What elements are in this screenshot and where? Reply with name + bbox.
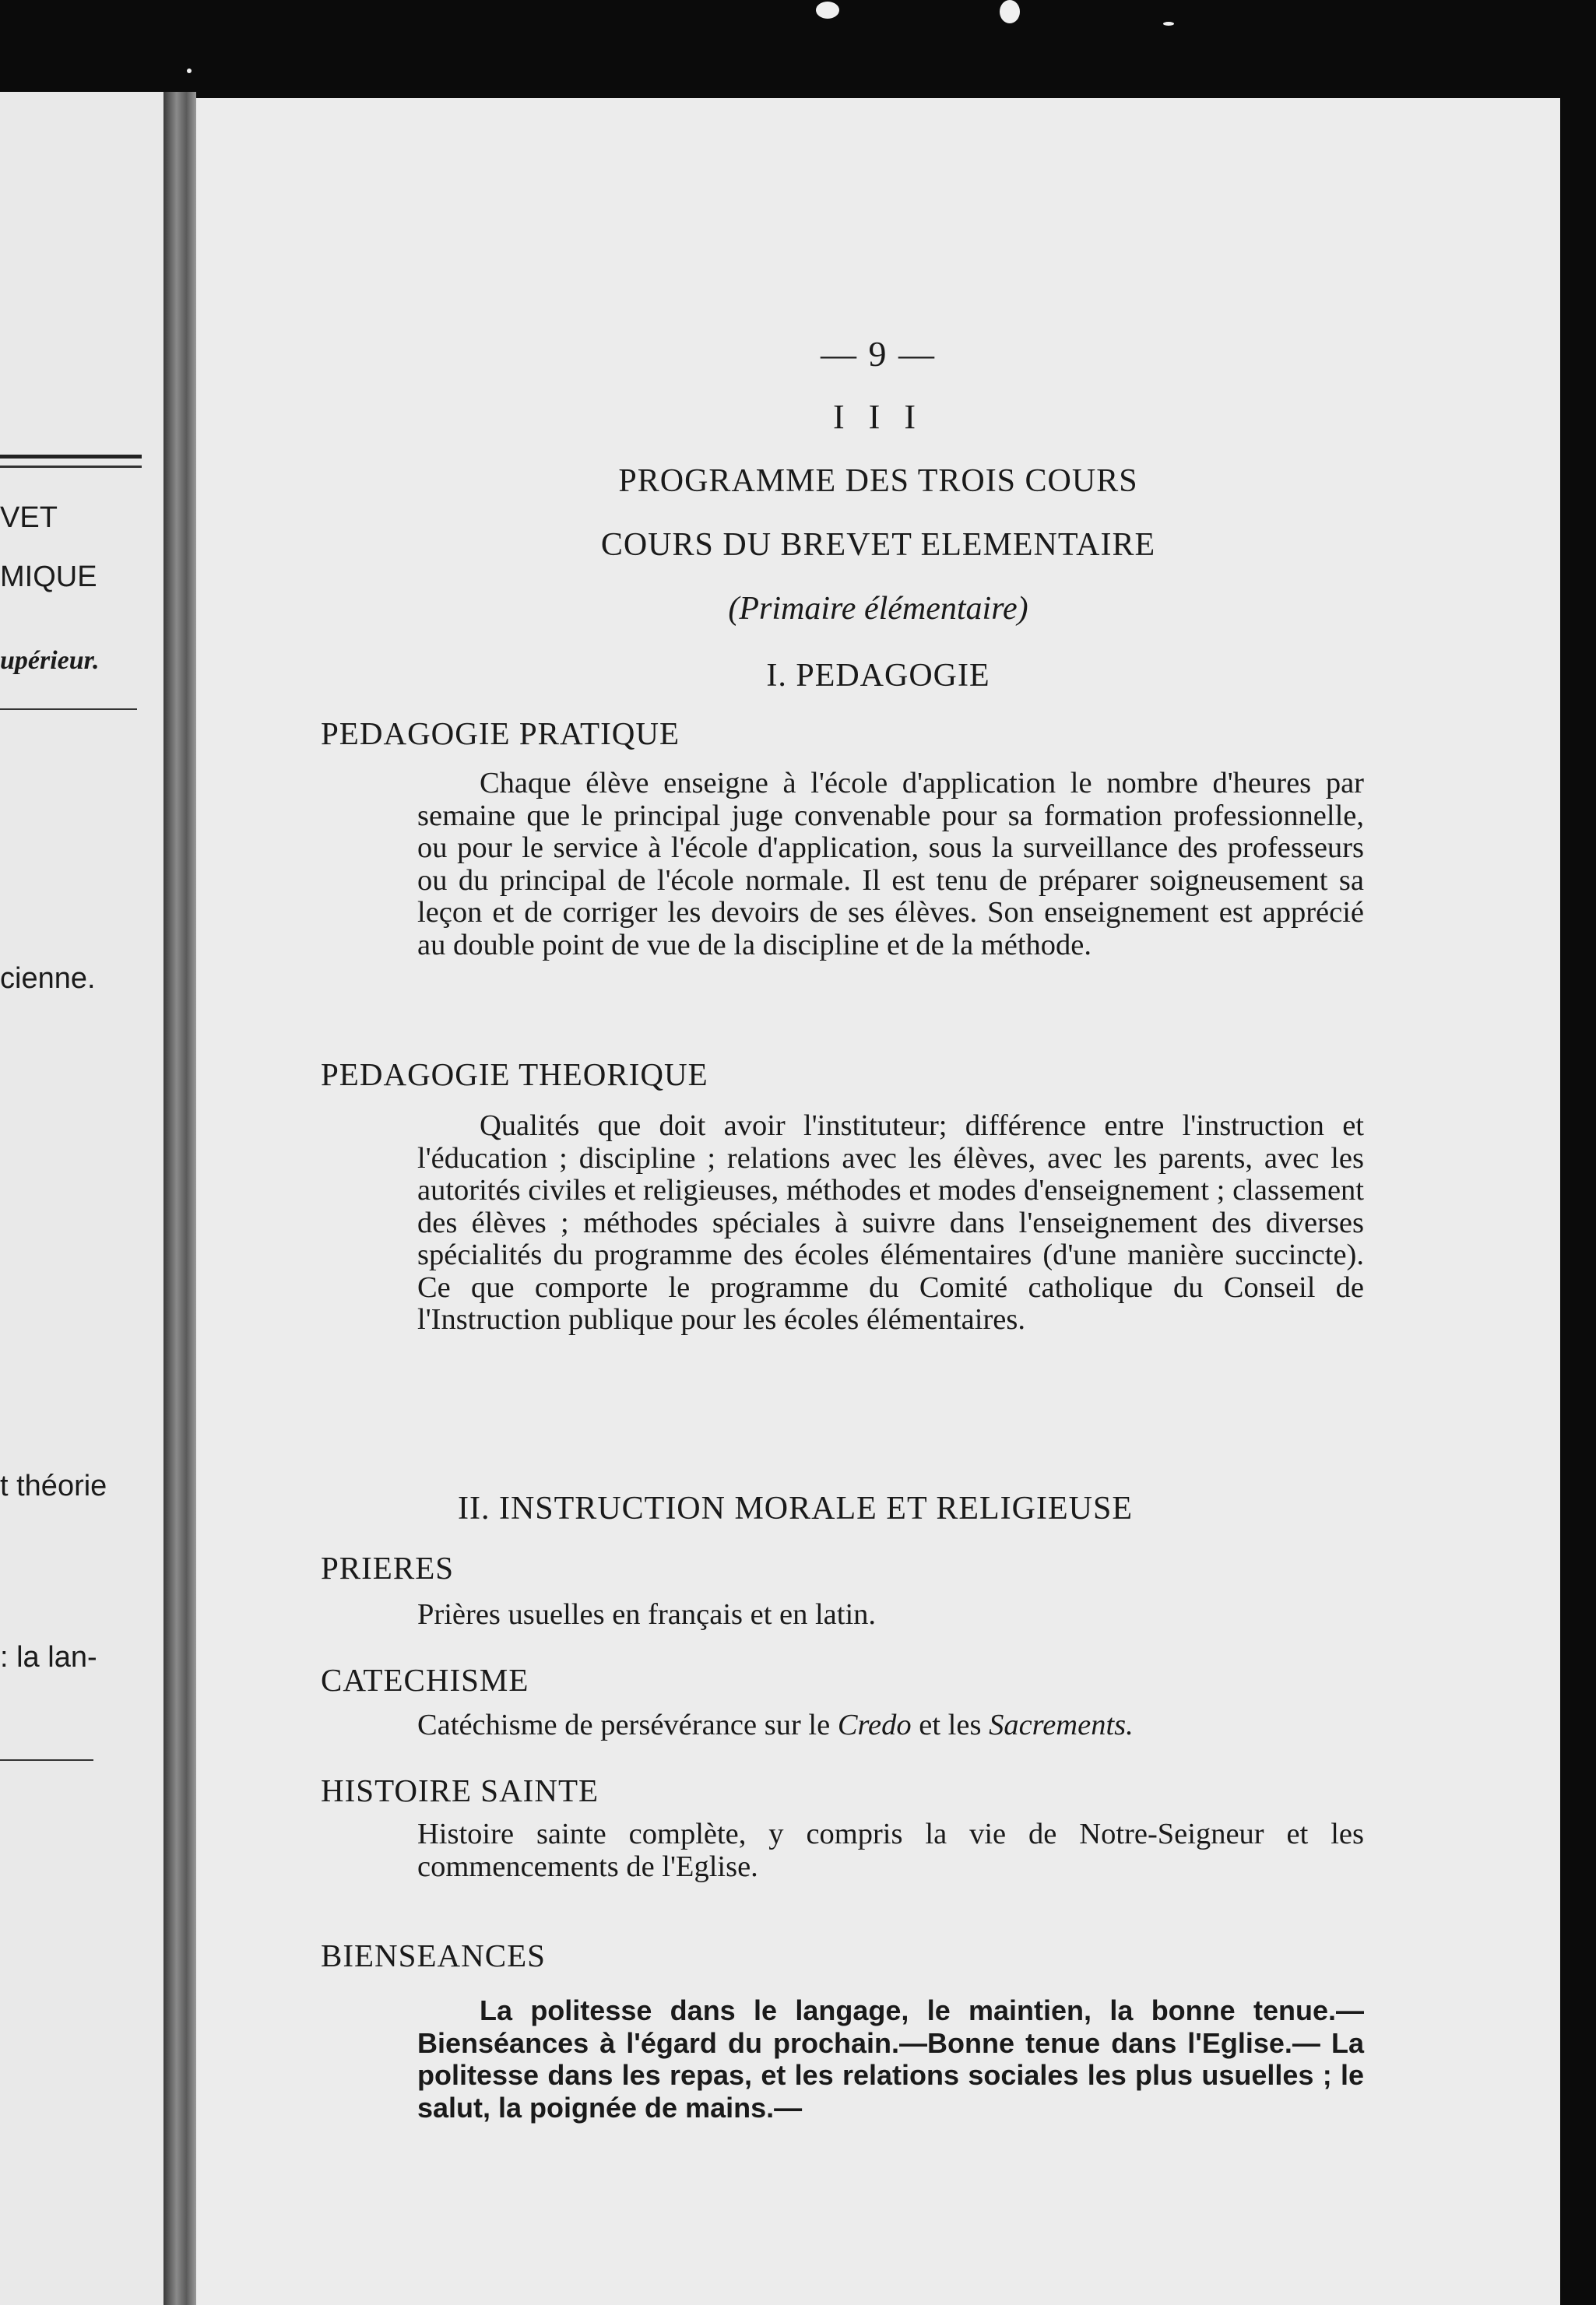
heading-pedagogie-pratique: PEDAGOGIE PRATIQUE (321, 715, 680, 751)
binding-gutter (163, 92, 196, 2305)
adjacent-fragment: t théorie (0, 1470, 107, 1502)
paragraph-pedagogie-pratique: Chaque élève enseigne à l'école d'application le nombre d'heures par semaine que le principal juge convenable pour sa formation professionnelle, ou pour le service à l'école d'application, sous la surveillance des professeurs ou du principal de l'école normale. Il est tenu de préparer soigneusement sa leçon et de corriger les devoirs de ses élèves. Son enseignement est apprécié au double point de vue de la discipline et de la méthode. (417, 767, 1364, 961)
text-credo: Credo (837, 1709, 912, 1741)
heading-pedagogie-theorique: PEDAGOGIE THEORIQUE (321, 1056, 708, 1092)
adjacent-fragment: upérieur. (0, 646, 100, 675)
part-numeral: I I I (833, 398, 923, 436)
heading-prieres: PRIERES (321, 1550, 455, 1586)
heading-bienseances: BIENSEANCES (321, 1938, 546, 1973)
adjacent-fragment: MIQUE (0, 560, 97, 593)
adjacent-fragment: cienne. (0, 962, 96, 995)
adjacent-fragment: : la lan- (0, 1641, 97, 1674)
double-rule (0, 455, 142, 459)
page-number: — 9 — (821, 334, 936, 374)
paragraph-histoire-sainte: Histoire sainte complète, y compris la vie de Notre-Seigneur et les commencements de l'Eglise. (417, 1818, 1364, 1883)
double-rule-thin (0, 466, 142, 468)
text-sacrements: Sacrements. (989, 1709, 1134, 1741)
course-subtitle: (Primaire élémentaire) (728, 591, 1028, 627)
text-prieres: Prières usuelles en français et en latin. (417, 1598, 877, 1631)
scan-border (0, 0, 1596, 92)
heading-histoire-sainte: HISTOIRE SAINTE (321, 1773, 599, 1808)
course-title: COURS DU BREVET ELEMENTAIRE (600, 527, 1156, 563)
paragraph-pedagogie-theorique: Qualités que doit avoir l'instituteur; différence entre l'instruction et l'éducation ; discipline ; relations avec les élèves, avec les parents, avec les autorités civiles et religieuses, méthodes et modes d'enseignement ; classement des élèves ; méthodes spéciales à suivre dans l'enseignement des diverses spécialités du programme des écoles élémentaires (d'une manière succincte). Ce que comporte le programme du Comité catholique du Conseil de l'Instruction publique pour les écoles élémentaires. (417, 1109, 1364, 1336)
section-heading-pedagogie: I. PEDAGOGIE (766, 658, 990, 694)
text-catechisme (417, 1708, 1134, 1742)
section-heading-instruction: II. INSTRUCTION MORALE ET RELIGIEUSE (458, 1491, 1133, 1527)
paragraph-bienseances: La politesse dans le langage, le maintien, la bonne tenue.— Bienséances à l'égard du prochain.—Bonne tenue dans l'Eglise.— La politesse dans les repas, et les relations sociales les plus usuelles ; le salut, la poignée de mains.— (417, 1994, 1364, 2124)
text-catechisme-a: Catéchisme de persévérance sur le (417, 1709, 838, 1741)
adjacent-page (0, 92, 163, 2305)
document-page (196, 98, 1560, 2305)
adjacent-rule (0, 1759, 93, 1761)
adjacent-rule (0, 708, 137, 710)
heading-catechisme: CATECHISME (321, 1662, 529, 1698)
adjacent-fragment: VET (0, 501, 58, 534)
page-title: PROGRAMME DES TROIS COURS (618, 463, 1138, 499)
text-catechisme-b: et les (911, 1709, 990, 1741)
